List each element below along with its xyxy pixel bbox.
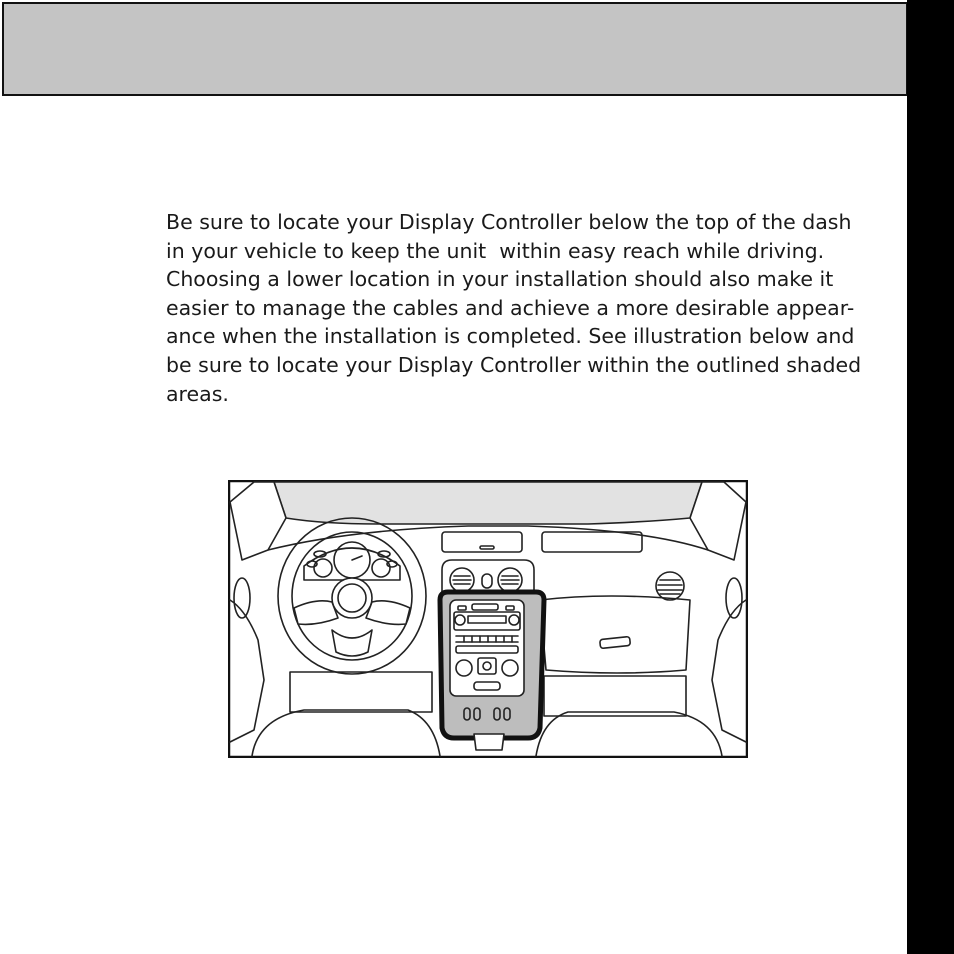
body-line-7: areas. [166,381,229,406]
body-line-5: ance when the installation is completed. See illustration below and [166,324,855,349]
center-stack-radio-icon [440,592,544,750]
body-line-4: easier to manage the cables and achieve a more desirable appear- [166,295,855,320]
body-line-6: be sure to locate your Display Controller within the outlined shaded [166,352,862,377]
body-line-1: Be sure to locate your Display Controller below the top of the dash [166,210,852,234]
body-line-3: Choosing a lower location in your installation should also make it [166,267,834,292]
body-line-2: in your vehicle to keep the unit within easy reach while driving. [166,238,825,263]
header-bar [2,2,908,96]
dashboard-illustration [228,480,748,758]
windshield [274,482,702,524]
body-paragraph [166,208,866,408]
dashboard-illustration-svg [228,480,748,758]
side-tab [907,0,954,954]
